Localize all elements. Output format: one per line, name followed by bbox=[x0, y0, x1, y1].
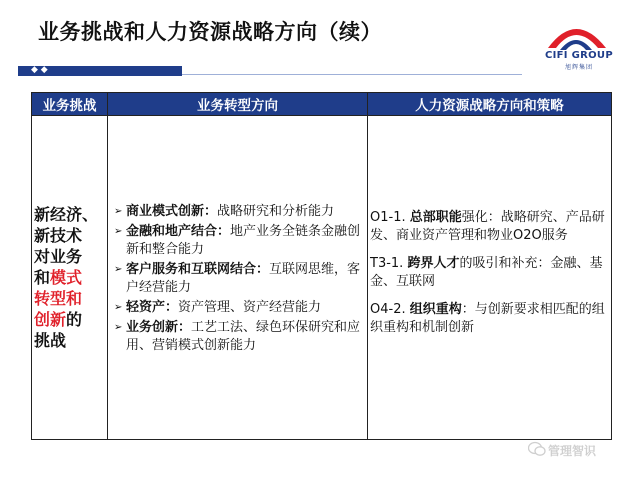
list-item: ➢ 业务创新：工艺工法、绿色环保研究和应用、营销模式创新能力 bbox=[114, 319, 361, 353]
strategy-item: T3-1. 跨界人才的吸引和补充：金融、基金、互联网 bbox=[370, 255, 603, 289]
arrow-bullet-icon: ➢ bbox=[114, 321, 123, 333]
watermark-text: 管理智识 bbox=[548, 444, 597, 458]
table-header-row bbox=[32, 93, 612, 116]
strategy-table bbox=[31, 92, 612, 440]
logo-name: CIFI GROUP bbox=[545, 50, 613, 61]
challenge-line: 转型和 bbox=[34, 289, 83, 308]
list-item: ➢ 商业模式创新：战略研究和分析能力 bbox=[114, 203, 335, 219]
arrow-bullet-icon: ➢ bbox=[114, 225, 123, 237]
arrow-bullet-icon: ➢ bbox=[114, 205, 123, 217]
challenge-line: 创新的 bbox=[34, 310, 83, 329]
logo-subtitle: 旭辉集团 bbox=[564, 64, 593, 71]
header-challenge: 业务挑战 bbox=[32, 93, 108, 116]
header-hr-strategy: 人力资源战略方向和策略 bbox=[368, 93, 612, 116]
list-item: ➢ 客户服务和互联网结合：互联网思维，客户经营能力 bbox=[114, 261, 361, 295]
transformation-cell bbox=[108, 116, 368, 440]
list-item: ➢ 轻资产：资产管理、资产经营能力 bbox=[114, 299, 322, 315]
challenge-line: 新经济、 bbox=[34, 205, 99, 224]
hr-strategy-cell bbox=[368, 116, 612, 440]
arrow-bullet-icon: ➢ bbox=[114, 301, 123, 313]
arrow-bullet-icon: ➢ bbox=[114, 263, 123, 275]
header-transformation: 业务转型方向 bbox=[108, 93, 368, 116]
strategy-item: O1-1. 总部职能强化：战略研究、产品研发、商业资产管理和物业O2O服务 bbox=[370, 209, 605, 243]
challenge-line: 和模式 bbox=[34, 268, 83, 287]
strategy-item: O4-2. 组织重构：与创新要求相匹配的组织重构和机制创新 bbox=[370, 301, 605, 335]
challenge-cell bbox=[32, 116, 108, 440]
diamond-icon: ◆ ◆ bbox=[31, 65, 48, 75]
page-title: 业务挑战和人力资源战略方向（续） bbox=[38, 20, 382, 44]
list-item: ➢ 金融和地产结合：地产业务全链条金融创新和整合能力 bbox=[114, 223, 361, 257]
challenge-line: 新技术 bbox=[34, 226, 83, 245]
challenge-line: 挑战 bbox=[34, 331, 67, 350]
table-row bbox=[32, 116, 612, 440]
challenge-line: 对业务 bbox=[34, 247, 83, 266]
wechat-icon bbox=[528, 441, 546, 457]
title-rule-line bbox=[182, 74, 522, 75]
